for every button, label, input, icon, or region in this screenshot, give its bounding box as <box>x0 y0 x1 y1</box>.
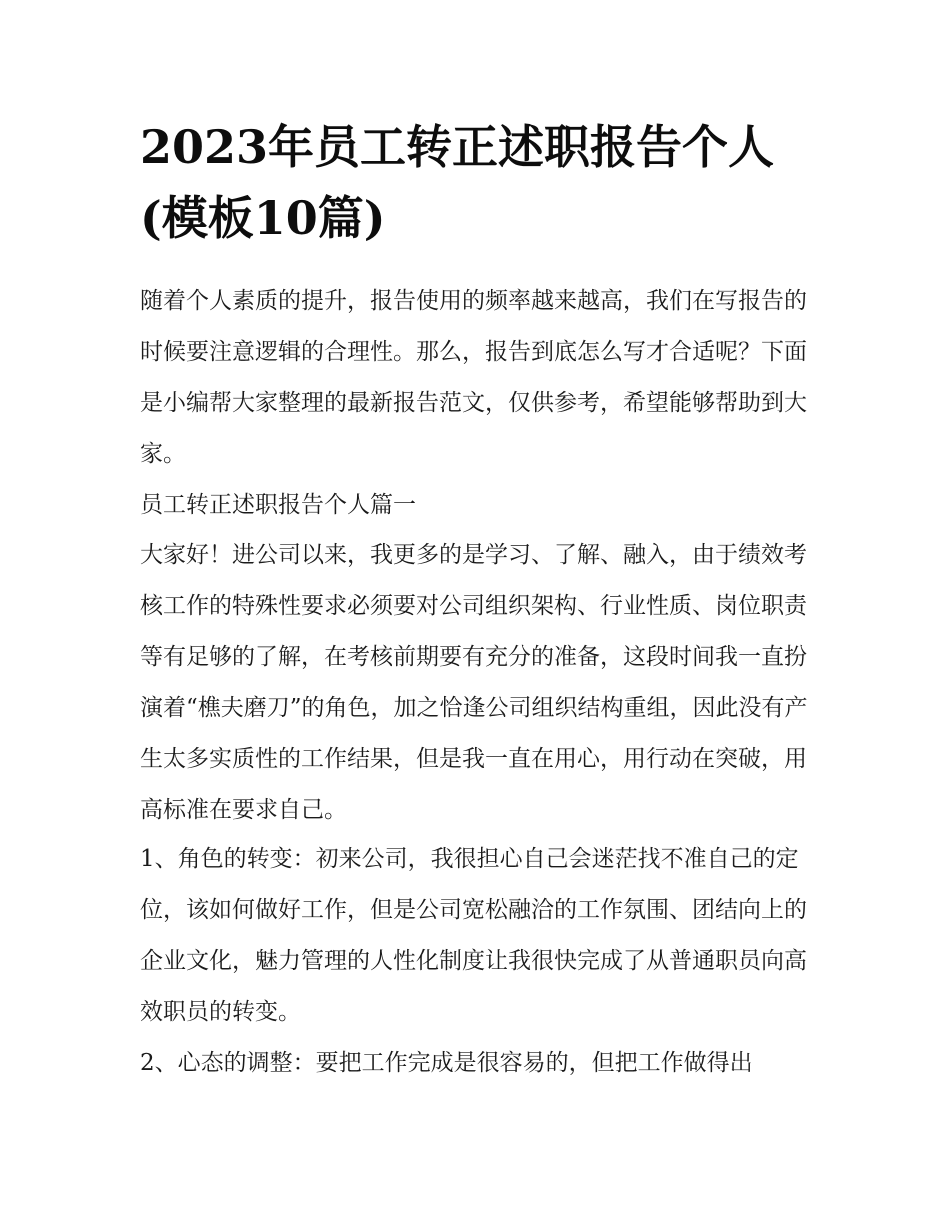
body-paragraph: 大家好！进公司以来，我更多的是学习、了解、融入，由于绩效考核工作的特殊性要求必须要对公司组织架构、行业性质、岗位职责等有足够的了解，在考核前期要有充分的准备，这段时间我一直扮演着“樵夫磨刀”的角色，加之恰逢公司组织结构重组，因此没有产生太多实质性的工作结果，但是我一直在用心，用行动在突破，用高标准在要求自己。 <box>140 542 808 823</box>
intro-paragraph: 随着个人素质的提升，报告使用的频率越来越高，我们在写报告的时候要注意逻辑的合理性。那么，报告到底怎么写才合适呢？下面是小编帮大家整理的最新报告范文，仅供参考，希望能够帮助到大家。 <box>140 288 807 467</box>
document-title: 2023年员工转正述职报告个人(模板10篇) <box>140 120 775 245</box>
section-heading: 员工转正述职报告个人篇一 <box>140 492 416 518</box>
list-item-mindset-adjustment: 2、心态的调整：要把工作完成是很容易的，但把工作做得出 <box>140 1050 753 1076</box>
list-item-role-change: 1、角色的转变：初来公司，我很担心自己会迷茫找不准自己的定位，该如何做好工作，但是公司宽松融洽的工作氛围、团结向上的企业文化，魅力管理的人性化制度让我很快完成了从普通职员向高效职员的转变。 <box>140 846 807 1025</box>
